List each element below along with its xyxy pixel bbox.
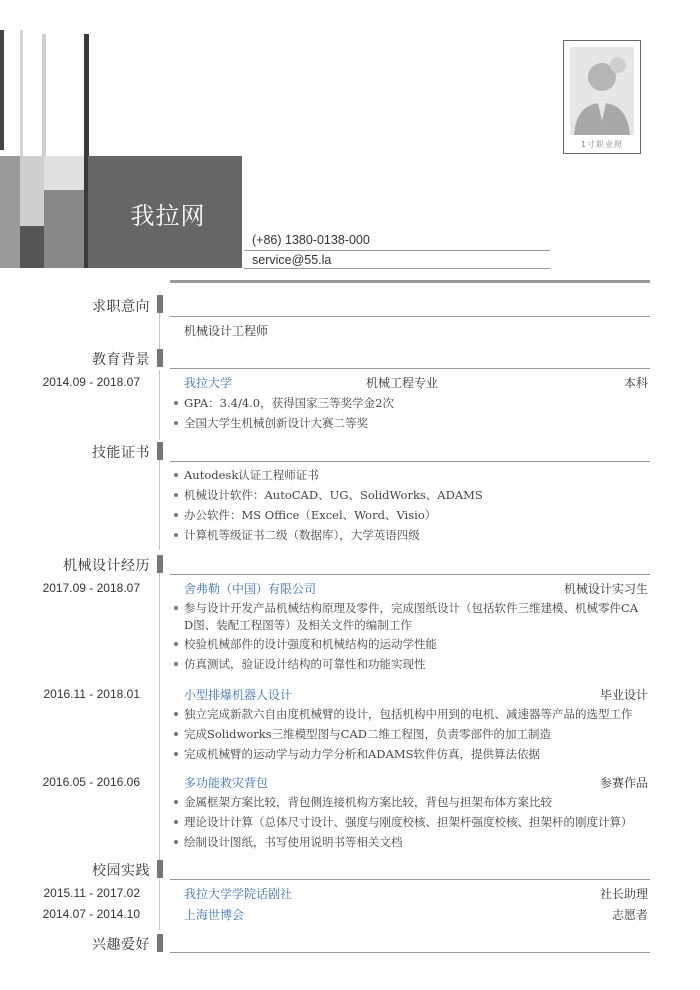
list-item: 参与设计开发产品机械结构原理及零件，完成图纸设计（包括软件三维建模、机械零件CA — [170, 598, 650, 618]
section-divider — [170, 461, 650, 462]
campus-date: 2014.07 - 2014.10 — [42, 907, 140, 921]
education-major: 机械工程专业 — [366, 376, 439, 390]
section-marker — [157, 555, 163, 573]
section-title-campus: 校园实践 — [92, 863, 150, 879]
divider — [244, 250, 550, 251]
section-marker — [157, 295, 163, 313]
experience-role: 机械设计实习生 — [563, 582, 648, 596]
experience-date: 2016.05 - 2016.06 — [42, 775, 140, 789]
experience-date: 2016.11 - 2018.01 — [43, 687, 140, 701]
section-divider — [170, 368, 650, 369]
email-text: service@55.la — [252, 253, 332, 267]
phone-text: (+86) 1380-0138-000 — [252, 233, 370, 247]
list-item-continued: D图、装配工程图等）及相关文件的编制工作 — [184, 618, 412, 632]
list-item: 办公软件：MS Office（Excel、Word、Visio） — [170, 505, 650, 525]
list-item: 理论设计计算（总体尺寸设计、强度与刚度校核、担架杆强度校核、担架杆的刚度计算） — [170, 812, 650, 832]
list-item: 计算机等级证书二级（数据库），大学英语四级 — [170, 525, 650, 545]
profile-photo — [563, 40, 641, 154]
campus-role: 志愿者 — [611, 908, 648, 922]
decor-block — [20, 226, 44, 268]
list-item: 金属框架方案比较，背包侧连接机构方案比较，背包与担架布体方案比较 — [170, 792, 650, 812]
list-item: 独立完成新款六自由度机械臂的设计，包括机构中用到的电机、减速器等产品的选型工作 — [170, 704, 650, 724]
section-title-hobbies: 兴趣爱好 — [92, 937, 150, 953]
objective-value: 机械设计工程师 — [184, 324, 269, 338]
section-marker — [157, 442, 163, 460]
section-title-experience: 机械设计经历 — [63, 558, 150, 574]
decor-bar — [0, 30, 4, 150]
campus-date: 2015.11 - 2017.02 — [43, 886, 140, 900]
education-date: 2014.09 - 2018.07 — [42, 375, 140, 389]
section-title-education: 教育背景 — [92, 352, 150, 368]
list-item: 校验机械部件的设计强度和机械结构的运动学性能 — [170, 634, 650, 654]
list-item: 完成机械臂的运动学与动力学分析和ADAMS软件仿真，提供算法依据 — [170, 744, 650, 764]
list-item: GPA：3.4/4.0，获得国家三等奖学金2次 — [170, 393, 650, 413]
experience-org: 小型排爆机器人设计 — [184, 688, 293, 702]
section-marker — [157, 934, 163, 952]
decor-bar — [42, 34, 46, 156]
decor-block — [0, 156, 20, 268]
section-title-skills: 技能证书 — [92, 445, 150, 461]
experience-date: 2017.09 - 2018.07 — [42, 581, 140, 595]
header-divider — [170, 280, 650, 283]
list-item: 机械设计软件：AutoCAD、UG、SolidWorks、ADAMS — [170, 485, 650, 505]
section-divider — [170, 879, 650, 880]
education-degree: 本科 — [623, 376, 648, 390]
timeline-line — [159, 460, 160, 550]
list-item: 完成Solidworks三维模型图与CAD二维工程图，负责零部件的加工制造 — [170, 724, 650, 744]
timeline-line — [159, 310, 160, 350]
campus-org: 上海世博会 — [184, 908, 245, 922]
experience-role: 毕业设计 — [599, 688, 648, 702]
section-title-objective: 求职意向 — [92, 299, 150, 315]
decor-bar — [20, 30, 23, 156]
list-item: Autodesk认证工程师证书 — [170, 465, 650, 485]
section-marker — [157, 860, 163, 878]
campus-role: 社长助理 — [599, 887, 648, 901]
timeline-line — [159, 570, 160, 860]
section-divider — [170, 574, 650, 575]
timeline-line — [159, 878, 160, 930]
decor-block — [20, 156, 44, 226]
section-marker — [157, 349, 163, 367]
divider — [244, 268, 550, 269]
avatar-icon — [570, 47, 634, 135]
section-divider — [170, 316, 650, 317]
photo-caption: 1寸职业照 — [580, 140, 624, 149]
education-school: 我拉大学 — [184, 376, 233, 390]
candidate-name: 我拉网 — [130, 202, 206, 230]
experience-org: 多功能救灾背包 — [184, 776, 269, 790]
list-item: 全国大学生机械创新设计大赛二等奖 — [170, 413, 650, 433]
list-item: 仿真测试，验证设计结构的可靠性和功能实现性 — [170, 654, 650, 674]
decor-block — [44, 156, 84, 190]
experience-org: 舍弗勒（中国）有限公司 — [184, 582, 317, 596]
campus-org: 我拉大学学院话剧社 — [184, 887, 293, 901]
list-item: 绘制设计图纸，书写使用说明书等相关文档 — [170, 832, 650, 852]
experience-role: 参赛作品 — [599, 776, 648, 790]
timeline-line — [159, 370, 160, 440]
section-divider — [170, 952, 650, 953]
decor-block — [44, 190, 84, 268]
